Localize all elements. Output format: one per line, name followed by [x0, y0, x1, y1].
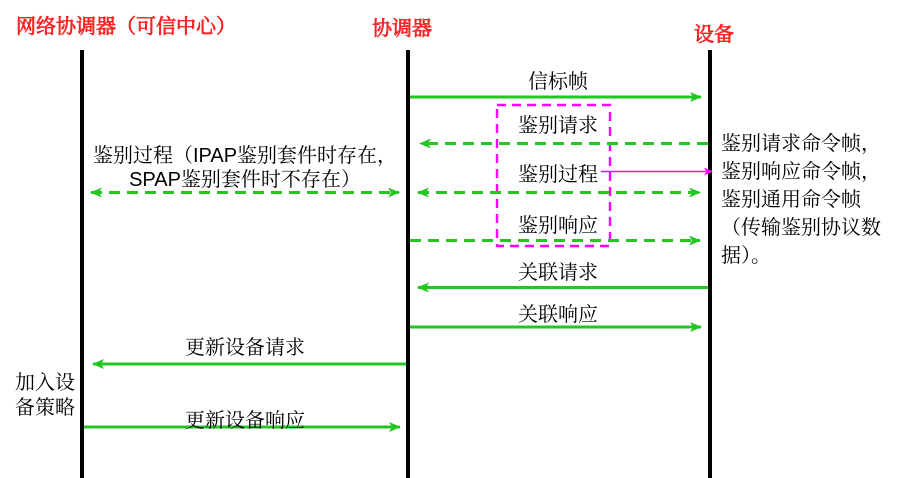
- left-note-line1: 鉴别过程（IPAP鉴别套件时存在，: [92, 145, 398, 167]
- join-device-policy-line: 加入设: [15, 372, 75, 394]
- lifeline-header-device: 设备: [694, 24, 734, 46]
- message-label-assoc-response: 关联响应: [518, 304, 598, 326]
- join-device-policy-line: 备策略: [15, 397, 75, 419]
- left-note-line2: SPAP鉴别套件时不存在）: [129, 169, 361, 191]
- lifeline-header-coordinator: 协调器: [372, 18, 432, 40]
- join-device-policy-note: [15, 371, 79, 421]
- lifeline-header-trust-center: 网络协调器（可信中心）: [16, 16, 236, 38]
- message-label-update-device-response: 更新设备响应: [185, 410, 305, 432]
- message-label-update-device-request: 更新设备请求: [185, 337, 305, 359]
- right-note-line: 鉴别请求命令帧，: [721, 133, 881, 155]
- message-label-assoc-request: 关联请求: [518, 262, 598, 284]
- right-note-line: 鉴别响应命令帧，: [721, 161, 881, 183]
- message-label-auth-response: 鉴别响应: [518, 215, 598, 237]
- right-note-line: 据）。: [721, 245, 771, 267]
- message-label-auth-request: 鉴别请求: [518, 115, 598, 137]
- message-label-beacon: 信标帧: [528, 71, 588, 93]
- right-note: [721, 130, 899, 270]
- right-note-line: 鉴别通用命令帧: [721, 189, 861, 211]
- message-label-auth-process: 鉴别过程: [518, 164, 598, 186]
- right-note-line: （传输鉴别协议数: [721, 217, 881, 239]
